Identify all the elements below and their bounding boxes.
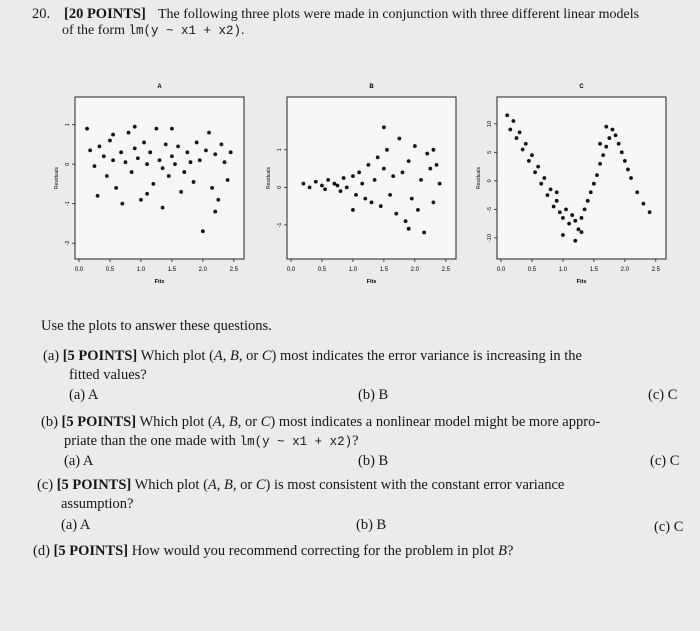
part-c-option-b[interactable]: (b) B [356, 517, 387, 533]
plot-c-point [583, 207, 587, 211]
plot-a-point [130, 170, 134, 174]
part-c-option-a[interactable]: (a) A [61, 517, 91, 533]
plot-c-point [561, 233, 565, 237]
plot-a-point [161, 206, 165, 210]
intro-prefix: of the form [62, 23, 125, 38]
plot-c-y-tick-label: -5 [487, 206, 493, 212]
plot-a-point [167, 174, 171, 178]
part-d-text: How would you recommend correcting for the problem in plot [131, 543, 495, 559]
plot-a-point [207, 131, 211, 135]
plot-c-point [527, 159, 531, 163]
part-c-points: [5 POINTS] [56, 477, 132, 493]
plot-b-point [413, 144, 417, 148]
plot-b-point [416, 208, 420, 212]
plot-c-point [629, 176, 633, 180]
plot-b-y-tick-label: -1 [277, 222, 283, 228]
plot-a-x-tick-label: 2.0 [198, 267, 208, 273]
plot-c-y-tick-label: 10 [487, 120, 493, 127]
part-c-var: A, B, [207, 477, 237, 493]
part-b-text2-post: ? [352, 433, 359, 449]
part-d-line [33, 543, 513, 560]
plot-a-point [102, 154, 106, 158]
plot-c-point [580, 230, 584, 234]
plot-b-point [394, 212, 398, 216]
plot-c-point [586, 199, 590, 203]
plot-c-point [595, 173, 599, 177]
part-c-text-pre: Which plot ( [134, 477, 208, 493]
plot-c-point [607, 136, 611, 140]
question-intro: The following three plots were made in conjunction with three different linear models [158, 7, 640, 22]
plot-a-point [185, 150, 189, 154]
plot-b-point [401, 170, 405, 174]
plot-c-x-tick-label: 0.5 [527, 267, 537, 273]
plot-a-title: A [157, 84, 162, 90]
question-points: [20 POINTS] [64, 6, 146, 22]
plot-c-point [604, 145, 608, 149]
plot-b-point [314, 180, 318, 184]
plot-c-y-tick-label: -10 [487, 233, 493, 242]
plot-a-point [161, 166, 165, 170]
part-c-text-post: ) is most consistent with the constant error variance [265, 477, 565, 493]
plot-a-x-tick-label: 2.5 [229, 267, 238, 273]
part-c-line1 [37, 477, 564, 494]
plot-b-point [376, 155, 380, 159]
intro-suffix: . [241, 23, 245, 38]
plot-a-point [120, 202, 124, 206]
plot-b-point [370, 201, 374, 205]
plot-c-point [601, 153, 605, 157]
plot-c-point [533, 170, 537, 174]
part-b-text-pre: Which plot ( [139, 414, 213, 430]
plot-b-point [382, 167, 386, 171]
plot-c-point [564, 207, 568, 211]
plot-a-point [204, 148, 208, 152]
part-a-var: A, B, [213, 348, 243, 364]
plot-c-ylabel: Residuals [476, 167, 482, 189]
part-a-or: or [242, 348, 262, 364]
part-a-option-b[interactable]: (b) B [358, 387, 389, 403]
plot-a-xlabel: Fits [154, 279, 165, 285]
plot-b-point [404, 219, 408, 223]
plot-b-point [419, 178, 423, 182]
plot-a-y-tick-label: 0 [65, 162, 71, 166]
plot-c-point [555, 190, 559, 194]
plot-b-point [432, 148, 436, 152]
plot-a-point [127, 131, 131, 135]
plot-a-x-tick-label: 1.0 [136, 267, 146, 273]
plot-b-x-tick-label: 1.0 [348, 267, 358, 273]
plot-b-point [354, 193, 358, 197]
plot-c-point [611, 128, 615, 132]
plot-c-point [555, 199, 559, 203]
plot-b-point [363, 197, 367, 201]
plot-b-point [345, 185, 349, 189]
plot-b-x-tick-label: 2.5 [441, 267, 450, 273]
part-d-text-post: ? [507, 543, 514, 559]
part-b-points: [5 POINTS] [61, 414, 137, 430]
plot-b-point [379, 204, 383, 208]
part-a-text-pre: Which plot ( [140, 348, 214, 364]
plot-b-y-tick-label: 1 [277, 148, 283, 152]
plot-a-point [151, 182, 155, 186]
plot-c-point [505, 113, 509, 117]
plot-c-point [508, 128, 512, 132]
plot-a-point [145, 192, 149, 196]
plot-b-point [432, 201, 436, 205]
plot-c-point [511, 119, 515, 123]
plot-c-point [620, 150, 624, 154]
plot-c-point [524, 142, 528, 146]
plot-c-point [530, 153, 534, 157]
plot-a-point [119, 150, 123, 154]
plot-a-y-tick-label: -2 [65, 240, 71, 246]
plot-a-point [133, 125, 137, 129]
plot-a-point [142, 141, 146, 145]
plot-b-point [323, 187, 327, 191]
plot-a-point [213, 152, 217, 156]
plot-c-frame [497, 97, 666, 259]
plot-c-point [573, 219, 577, 223]
plot-b-point [351, 208, 355, 212]
plot-a-point [145, 162, 149, 166]
part-c-option-c[interactable]: (c) C [654, 519, 684, 535]
question-number: 20. [32, 6, 51, 22]
part-c-var2: C [255, 477, 266, 493]
part-b-model-formula: lm(y ~ x1 + x2) [239, 435, 353, 449]
plot-b-point [360, 182, 364, 186]
part-b-var: A, B, [212, 414, 242, 430]
plot-a-point [155, 127, 159, 131]
plot-b-point [357, 170, 361, 174]
plot-b-point [407, 227, 411, 231]
part-b-line2 [64, 433, 359, 450]
plot-a-point [198, 158, 202, 162]
plot-b-point [397, 137, 401, 141]
plot-c-y-tick-label: 5 [487, 150, 493, 154]
plot-b-point [339, 189, 343, 193]
plot-b-x-tick-label: 2.0 [410, 267, 420, 273]
plot-b-point [351, 174, 355, 178]
plot-c-point [570, 213, 574, 217]
part-a-option-a[interactable]: (a) A [69, 387, 99, 403]
plot-b-point [382, 125, 386, 129]
plot-b-ylabel: Residuals [266, 167, 272, 189]
plot-a-point [220, 143, 224, 147]
plot-a-y-tick-label: -1 [65, 201, 71, 207]
plot-a-point [179, 190, 183, 194]
plot-a-point [96, 194, 100, 198]
plot-a-point [108, 139, 112, 143]
part-b-text2-pre: priate than the one made with [64, 433, 236, 449]
part-b-var2: C [260, 414, 271, 430]
plot-c-point [642, 202, 646, 206]
plot-a-point [173, 162, 177, 166]
plot-c-point [561, 216, 565, 220]
plot-c-point [617, 142, 621, 146]
plot-c-x-tick-label: 0.0 [496, 267, 506, 273]
plot-c-point [604, 125, 608, 129]
part-a-line1 [43, 348, 582, 365]
plot-a-point [124, 160, 128, 164]
plot-b-x-tick-label: 0.5 [317, 267, 327, 273]
plot-b-point [428, 167, 432, 171]
plot-b-point [301, 182, 305, 186]
part-d-points: [5 POINTS] [53, 543, 129, 559]
plot-b-frame [287, 97, 456, 259]
plot-c-y-tick-label: 0 [487, 179, 493, 183]
plot-b-point [435, 163, 439, 167]
part-b-label: (b) [41, 414, 58, 430]
plot-a-point [170, 154, 174, 158]
plot-a-point [216, 198, 220, 202]
plot-a-point [139, 198, 143, 202]
plot-a-point [164, 143, 168, 147]
part-b-option-c[interactable]: (c) C [650, 453, 680, 469]
part-a-option-c[interactable]: (c) C [648, 387, 678, 403]
plot-c-point [542, 176, 546, 180]
plot-a-point [105, 174, 109, 178]
plot-c-point [536, 165, 540, 169]
plot-b-title: B [369, 84, 374, 90]
plot-c-x-tick-label: 1.5 [589, 267, 599, 273]
instructions: Use the plots to answer these questions. [41, 318, 272, 334]
plot-a-point [223, 160, 227, 164]
plot-a-ylabel: Residuals [54, 167, 60, 189]
plot-b-point [320, 184, 324, 188]
plot-c-point [598, 162, 602, 166]
plot-c-point [626, 168, 630, 172]
plot-c-title: C [579, 84, 584, 90]
plot-c-point [567, 222, 571, 226]
plot-a-point [148, 150, 152, 154]
plot-c-xlabel: Fits [576, 279, 587, 285]
plot-c-point [580, 216, 584, 220]
part-a-points: [5 POINTS] [62, 348, 138, 364]
plot-b-point [388, 193, 392, 197]
plot-a-point [213, 210, 217, 214]
plot-a-point [133, 146, 137, 150]
plot-a-point [85, 127, 89, 131]
plot-a-point [111, 133, 115, 137]
part-c-line2: assumption? [61, 496, 134, 512]
plot-b-point [367, 163, 371, 167]
plot-a-y-tick-label: 1 [65, 123, 71, 127]
plot-a-point [182, 170, 186, 174]
plot-b-point [385, 148, 389, 152]
plot-b-point [410, 197, 414, 201]
part-a-label: (a) [43, 348, 60, 364]
plot-b-point [326, 178, 330, 182]
plot-a-x-tick-label: 0.0 [74, 267, 84, 273]
model-formula: lm(y ~ x1 + x2) [128, 24, 242, 38]
part-a-text-post: ) most indicates the error variance is increasing in the [271, 348, 582, 364]
plot-c-point [589, 190, 593, 194]
plot-c-point [592, 182, 596, 186]
plot-c-x-tick-label: 2.5 [651, 267, 660, 273]
plot-c-x-tick-label: 1.0 [558, 267, 568, 273]
plot-c-point [635, 190, 639, 194]
plot-a-point [229, 150, 233, 154]
residual-plots [0, 0, 700, 310]
plot-a-frame [75, 97, 244, 259]
plot-a-point [201, 229, 205, 233]
plot-c-point [552, 205, 556, 209]
plot-a-x-tick-label: 1.5 [167, 267, 177, 273]
part-d-var: B [498, 543, 507, 559]
plot-a-point [170, 127, 174, 131]
plot-a-point [192, 180, 196, 184]
plot-b-point [336, 184, 340, 188]
plot-a-point [226, 178, 230, 182]
plot-c-point [573, 239, 577, 243]
plot-a-point [111, 158, 115, 162]
plot-c-point [558, 210, 562, 214]
plot-a-point [176, 145, 180, 149]
plot-c-point [623, 159, 627, 163]
plot-a-point [210, 186, 214, 190]
plot-c-point [614, 133, 618, 137]
plot-b-point [373, 178, 377, 182]
plot-b-point [407, 159, 411, 163]
part-b-option-a[interactable]: (a) A [64, 453, 94, 469]
plot-c-point [648, 210, 652, 214]
plot-c-point [577, 227, 581, 231]
part-c-or: or [236, 477, 256, 493]
plot-a-point [195, 141, 199, 145]
plot-c-x-tick-label: 2.0 [620, 267, 630, 273]
plot-b-xlabel: Fits [366, 279, 377, 285]
plot-a-point [189, 160, 193, 164]
part-a-line2: fitted values? [69, 367, 147, 383]
plot-c-point [598, 142, 602, 146]
part-b-text-post: ) most indicates a nonlinear model might be more appro- [270, 414, 601, 430]
part-b-or: or [241, 414, 261, 430]
plot-c-point [549, 188, 553, 192]
part-a-var2: C [261, 348, 272, 364]
plot-a-x-tick-label: 0.5 [105, 267, 115, 273]
plot-b-point [422, 231, 426, 235]
plot-b-y-tick-label: 0 [277, 185, 283, 189]
plot-c-point [546, 193, 550, 197]
plot-b-x-tick-label: 1.5 [379, 267, 389, 273]
plot-b-point [342, 176, 346, 180]
plot-a-point [114, 186, 118, 190]
plot-a-point [93, 164, 97, 168]
plot-b-x-tick-label: 0.0 [286, 267, 296, 273]
plot-a-point [136, 156, 140, 160]
plot-c-point [521, 148, 525, 152]
plot-c-point [515, 136, 519, 140]
part-c-label: (c) [37, 477, 54, 493]
plot-a-point [98, 145, 102, 149]
part-b-option-b[interactable]: (b) B [358, 453, 389, 469]
plot-c-point [518, 130, 522, 134]
plot-a-point [88, 148, 92, 152]
part-b-line1 [41, 414, 600, 431]
plot-a-point [158, 158, 162, 162]
plot-b-point [438, 182, 442, 186]
plot-b-point [391, 174, 395, 178]
plot-b-point [308, 185, 312, 189]
plot-b-point [425, 152, 429, 156]
plot-c-point [539, 182, 543, 186]
part-d-label: (d) [33, 543, 50, 559]
